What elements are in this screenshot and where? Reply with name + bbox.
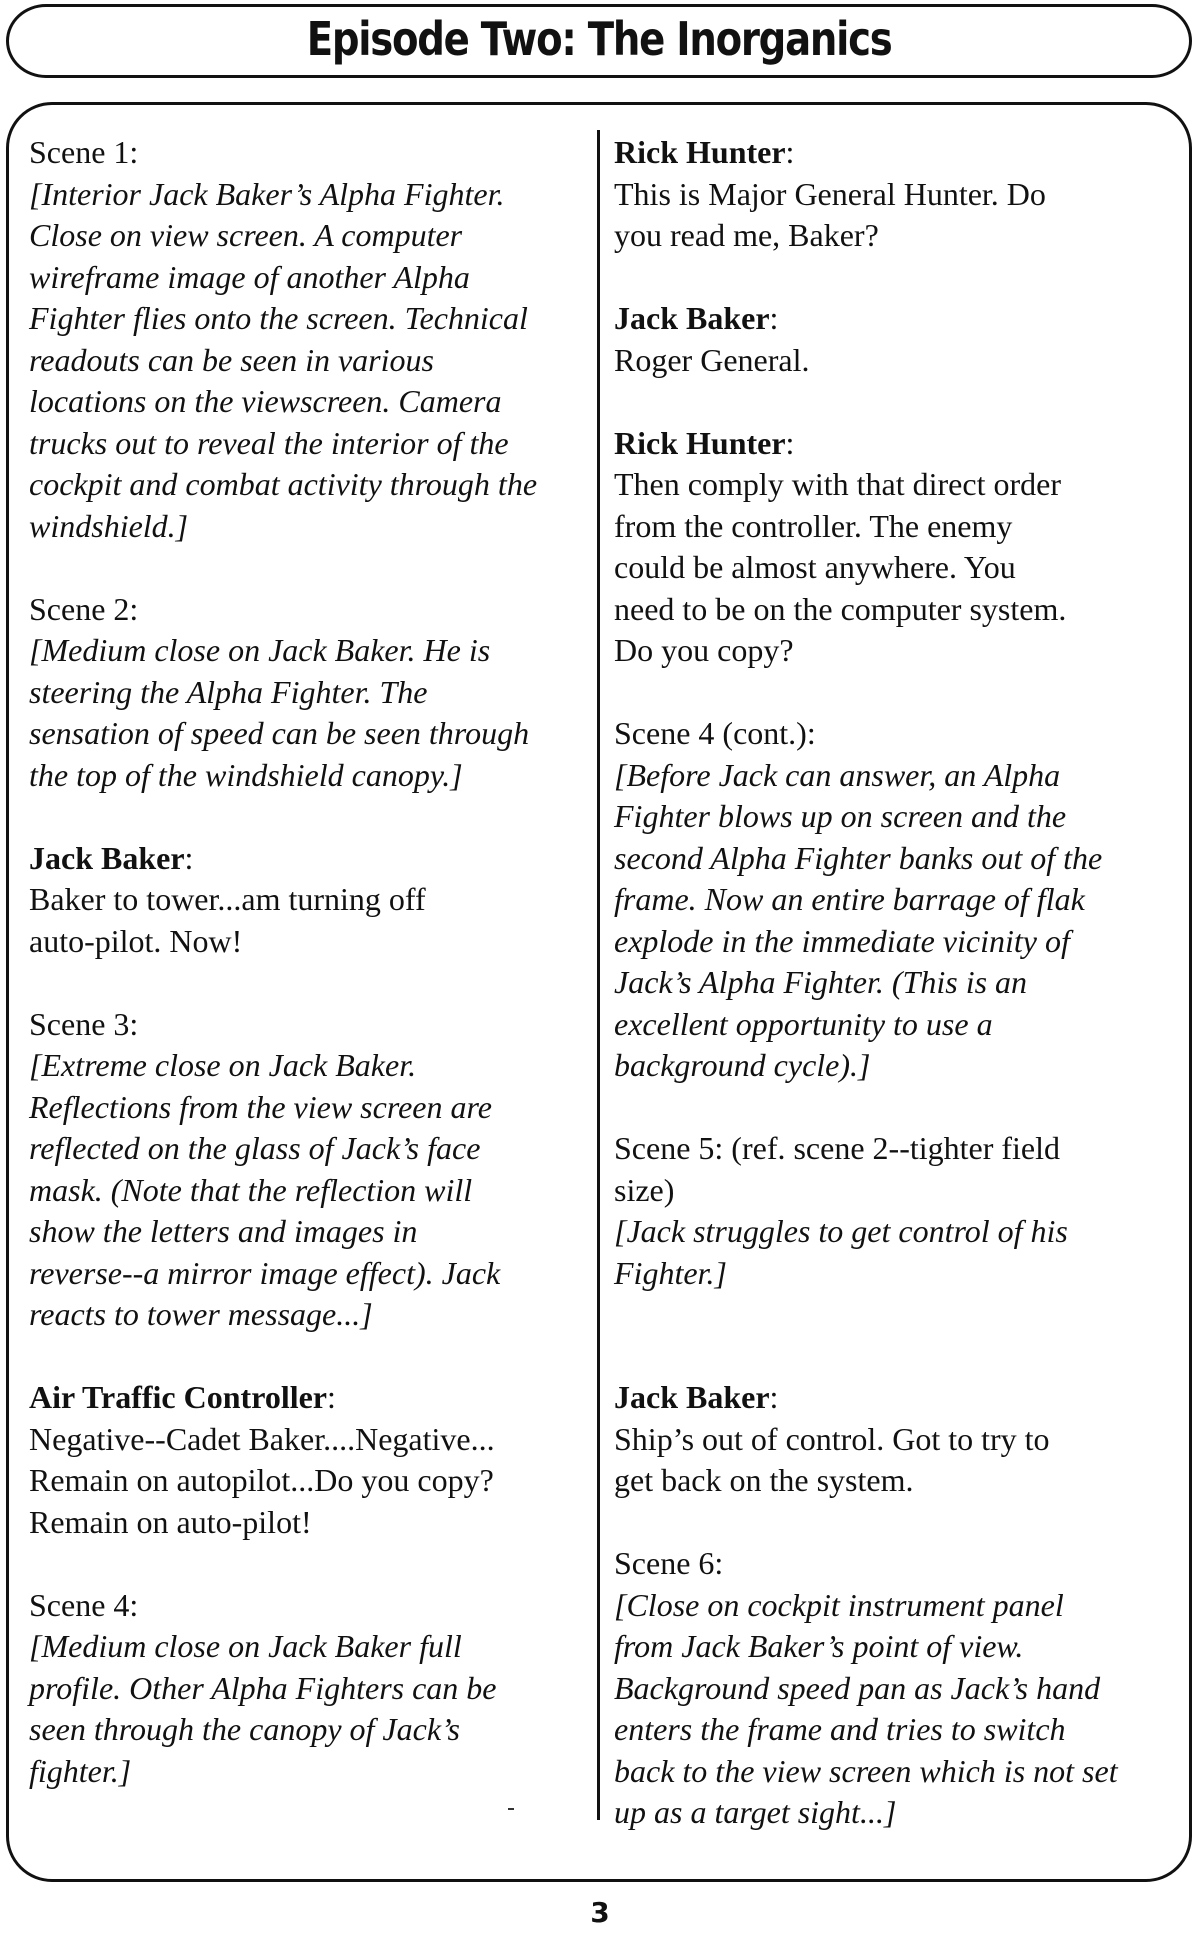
- scene-direction-line: mask. (Note that the reflection will: [29, 1171, 473, 1208]
- page-title: Episode Two: The Inorganics: [306, 12, 892, 66]
- dialogue-line: Ship’s out of control. Got to try to: [614, 1420, 1050, 1457]
- dialogue-block: [29, 838, 584, 963]
- scene-direction-line: [Jack struggles to get control of his: [614, 1213, 1068, 1249]
- scene-direction-line: the top of the windshield canopy.]: [29, 756, 463, 793]
- scene-heading: Scene 3:: [29, 1005, 139, 1042]
- dialogue-block: [614, 423, 1179, 672]
- scene-direction-line: Fighter blows up on screen and the: [614, 798, 1067, 834]
- speaker-name: Rick Hunter:: [614, 424, 795, 461]
- scene-direction-line: Background speed pan as Jack’s hand: [614, 1669, 1101, 1706]
- dialogue-block: [29, 1377, 584, 1543]
- dialogue-line: Do you copy?: [614, 632, 794, 668]
- scene-direction-line: Reflections from the view screen are: [29, 1088, 492, 1125]
- scene-direction-line: reacts to tower message...]: [29, 1296, 373, 1332]
- dialogue-block: [614, 132, 1179, 257]
- scene-block: [29, 589, 584, 797]
- scene-direction-line: from Jack Baker’s point of view.: [614, 1628, 1024, 1664]
- scene-direction-line: enters the frame and tries to switch: [614, 1711, 1066, 1747]
- page-number: 3: [590, 1896, 610, 1929]
- scene-direction-line: second Alpha Fighter banks out of the: [614, 839, 1103, 876]
- column-divider: [597, 130, 600, 1820]
- dialogue-line: could be almost anywhere. You: [614, 549, 1016, 585]
- dialogue-block: [614, 298, 1179, 381]
- scene-direction-line: [Close on cockpit instrument panel: [614, 1586, 1064, 1623]
- scene-block: [29, 1004, 584, 1336]
- dialogue-line: Negative--Cadet Baker....Negative...: [29, 1420, 495, 1457]
- dialogue-line: Roger General.: [614, 341, 810, 378]
- dialogue-line: get back on the system.: [614, 1462, 914, 1498]
- scene-heading: Scene 2:: [29, 590, 139, 627]
- speaker-name: Jack Baker:: [29, 839, 194, 876]
- dialogue-line: Baker to tower...am turning off: [29, 881, 426, 917]
- left-column: [29, 132, 584, 1834]
- scene-heading: Scene 5: (ref. scene 2--tighter field: [614, 1130, 1061, 1166]
- dialogue-line: you read me, Baker?: [614, 217, 879, 253]
- scene-direction-line: explode in the immediate vicinity of: [614, 922, 1070, 959]
- scene-direction-line: wireframe image of another Alpha: [29, 258, 470, 295]
- scene-direction-line: [Medium close on Jack Baker. He is: [29, 632, 491, 668]
- scene-direction-line: Close on view screen. A computer: [29, 217, 463, 253]
- scene-direction-line: fighter.]: [29, 1752, 132, 1789]
- dialogue-line: Then comply with that direct order: [614, 466, 1061, 502]
- scene-block: [614, 713, 1179, 1087]
- scene-direction-line: cockpit and combat activity through the: [29, 466, 538, 502]
- scene-direction-line: up as a target sight...]: [614, 1794, 897, 1830]
- scene-direction-line: seen through the canopy of Jack’s: [29, 1711, 460, 1747]
- speaker-name: Air Traffic Controller:: [29, 1379, 336, 1415]
- scene-direction-line: [Medium close on Jack Baker full: [29, 1628, 462, 1664]
- dialogue-line: auto-pilot. Now!: [29, 922, 243, 959]
- scene-direction-line: steering the Alpha Fighter. The: [29, 673, 428, 710]
- scene-direction-line: [Interior Jack Baker’s Alpha Fighter.: [29, 175, 505, 212]
- title-banner: [6, 4, 1192, 78]
- dialogue-block: [614, 1377, 1179, 1502]
- scene-heading: Scene 6:: [614, 1545, 724, 1581]
- speaker-name: Jack Baker:: [614, 1379, 779, 1415]
- dialogue-line: This is Major General Hunter. Do: [614, 175, 1046, 212]
- scene-direction-line: Fighter flies onto the screen. Technical: [29, 300, 528, 336]
- scene-direction-line: background cycle).]: [614, 1047, 871, 1083]
- scene-heading: Scene 4 (cont.):: [614, 715, 816, 751]
- scene-direction-line: frame. Now an entire barrage of flak: [614, 881, 1085, 917]
- scene-heading: Scene 4:: [29, 1586, 139, 1623]
- scene-block: [614, 1543, 1179, 1834]
- scene-direction-line: [Extreme close on Jack Baker.: [29, 1047, 417, 1083]
- scene-direction-line: excellent opportunity to use a: [614, 1005, 993, 1042]
- speaker-name: Rick Hunter:: [614, 134, 795, 170]
- scene-direction-line: reverse--a mirror image effect). Jack: [29, 1254, 501, 1291]
- speaker-name: Jack Baker:: [614, 300, 779, 336]
- scene-direction-line: sensation of speed can be seen through: [29, 715, 530, 751]
- scene-direction-line: show the letters and images in: [29, 1213, 418, 1249]
- scene-direction-line: locations on the viewscreen. Camera: [29, 383, 502, 419]
- dialogue-line: need to be on the computer system.: [614, 590, 1067, 627]
- scene-block: [29, 132, 584, 547]
- scene-heading: Scene 1:: [29, 134, 139, 170]
- scene-direction-line: profile. Other Alpha Fighters can be: [29, 1669, 497, 1706]
- scene-direction-line: back to the view screen which is not set: [614, 1752, 1118, 1789]
- dialogue-line: from the controller. The enemy: [614, 507, 1013, 544]
- scene-direction-line: Fighter.]: [614, 1254, 727, 1291]
- scene-direction-line: [Before Jack can answer, an Alpha: [614, 756, 1061, 793]
- scene-direction-line: readouts can be seen in various: [29, 341, 434, 378]
- scene-direction-line: trucks out to reveal the interior of the: [29, 424, 509, 461]
- scene-direction-line: reflected on the glass of Jack’s face: [29, 1130, 481, 1166]
- dialogue-line: Remain on autopilot...Do you copy?: [29, 1462, 494, 1498]
- scene-direction-line: windshield.]: [29, 507, 189, 544]
- scene-block: [614, 1128, 1179, 1294]
- right-column: [614, 132, 1179, 1875]
- scene-block: [29, 1585, 584, 1793]
- scene-heading-continued: size): [614, 1171, 675, 1208]
- scene-direction-line: Jack’s Alpha Fighter. (This is an: [614, 964, 1028, 1000]
- dialogue-line: Remain on auto-pilot!: [29, 1503, 312, 1540]
